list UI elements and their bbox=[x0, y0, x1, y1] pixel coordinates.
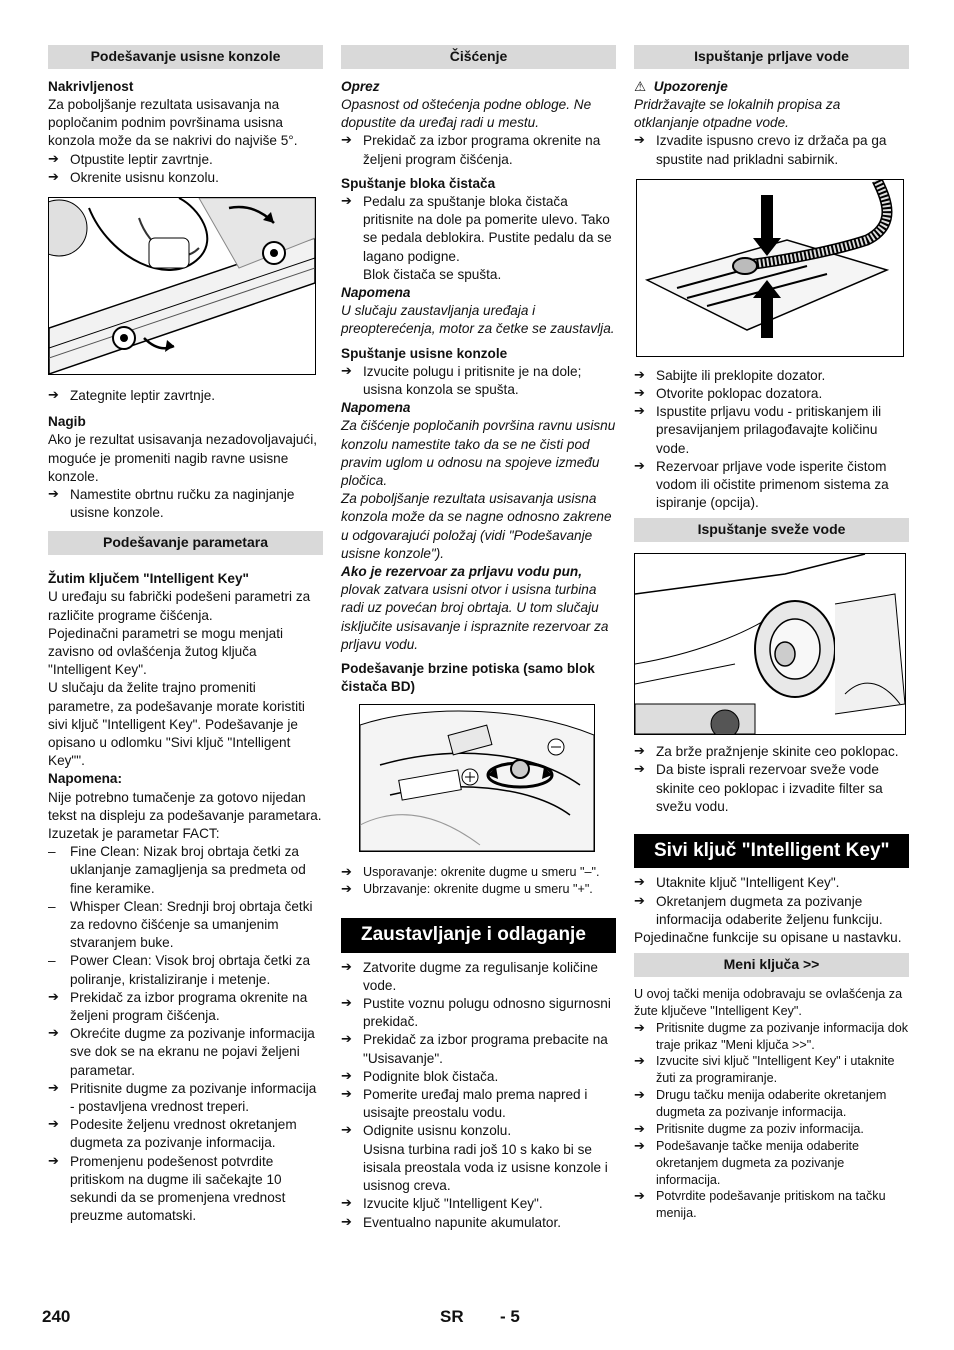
language-code: SR bbox=[440, 1307, 464, 1326]
step-item: ➔ Podešavanje tačke menija odaberite okretanjem dugmeta za pozivanje informacija. bbox=[634, 1138, 909, 1189]
step-item: ➔ Zategnite leptir zavrtnje. bbox=[48, 387, 323, 405]
step-item: ➔ Podignite blok čistača. bbox=[341, 1068, 616, 1086]
subheading-blok: Spuštanje bloka čistača bbox=[341, 175, 496, 191]
paragraph: U slučaju zaustavljanja uređaja i preopterećenja, motor za četke se zaustavlja. bbox=[341, 303, 615, 337]
section-heading-zaustavljanje: Zaustavljanje i odlaganje bbox=[341, 918, 616, 952]
page-number: 240 bbox=[42, 1307, 71, 1326]
column-3 bbox=[634, 45, 909, 1222]
step-item: ➔ Izvadite ispusno crevo iz držača pa ga spustite nad prikladni sabirnik. bbox=[634, 132, 909, 168]
step-item: ➔ Okrećite dugme za pozivanje informacija sve dok se na ekranu ne pojavi željeni parametar. bbox=[48, 1025, 323, 1080]
step-item: ➔ Pustite voznu polugu odnosno sigurnosni prekidač. bbox=[341, 995, 616, 1031]
step-item: ➔ Prekidač za izbor programa okrenite na željeni program čišćenja. bbox=[48, 989, 323, 1025]
step-item: ➔ Podesite željenu vrednost okretanjem dugmeta za pozivanje informacija. bbox=[48, 1116, 323, 1152]
step-item: ➔ Potvrdite podešavanje pritiskom na tačku menija. bbox=[634, 1188, 909, 1222]
figure-fresh-water-cap bbox=[634, 553, 906, 735]
section-heading-ciscenje: Čišćenje bbox=[341, 45, 616, 69]
paragraph: Za čišćenje popločanih površina ravnu usisnu konzolu namestite tako da se ne čisti pod pravim uglom u odnosu na spojeve između pločica. bbox=[341, 418, 616, 489]
step-item: ➔ Usporavanje: okrenite dugme u smeru "–". bbox=[341, 864, 616, 881]
subheading-brzina: Podešavanje brzine potiska (samo blok čistača BD) bbox=[341, 661, 595, 695]
step-item: ➔ Zatvorite dugme za regulisanje količine vode. bbox=[341, 959, 616, 995]
subheading-konzola: Spuštanje usisne konzole bbox=[341, 345, 508, 361]
step-item: ➔ Okrenite usisnu konzolu. bbox=[48, 169, 323, 187]
step-item: ➔ Eventualno napunite akumulator. bbox=[341, 1214, 616, 1232]
warning-icon: ⚠ bbox=[634, 78, 647, 95]
step-item: ➔ Pedalu za spuštanje bloka čistača pritisnite na dole pa pomerite ulevo. Tako se pedala deblokira. Pustite pedalu da se lagano podigne. bbox=[341, 193, 616, 266]
dash-item: – Power Clean: Visok broj obrtaja četki za poliranje, kristaliziranje i metenje. bbox=[48, 952, 323, 988]
paragraph: Za poboljšanje rezultata usisavanja usisna konzola može da se nagne odnosno zakrene u odgovarajući položaj (vidi "Podešavanje usisne konzole"). bbox=[341, 491, 612, 561]
step-item: ➔ Ubrzavanje: okrenite dugme u smeru "+". bbox=[341, 881, 616, 898]
section-heading-sveza-voda: Ispuštanje sveže vode bbox=[634, 518, 909, 542]
step-item: ➔ Drugu tačku menija odaberite okretanjem dugmeta za pozivanje informacija. bbox=[634, 1087, 909, 1121]
step-item: ➔ Da biste isprali rezervoar sveže vode skinite ceo poklopac i izvadite filter sa svežu vodu. bbox=[634, 761, 909, 816]
figure-speed-knob bbox=[359, 704, 595, 852]
subheading-nakrivljenost: Nakrivljenost bbox=[48, 78, 134, 94]
figure-suction-console bbox=[48, 197, 316, 375]
paragraph: Ako je rezultat usisavanja nezadovoljavajući, moguće je promeniti nagib ravne usisne konzole. bbox=[48, 432, 318, 484]
paragraph: Pojedinačni parametri se mogu menjati zavisno od ovlašćenja žutog ključa "Intelligent Key". bbox=[48, 625, 283, 678]
dash-item: – Fine Clean: Nizak broj obrtaja četki za uklanjanje zamagljenja sa predmeta od fine keramike. bbox=[48, 843, 323, 898]
paragraph: U ovoj tački menija odobravaju se ovlašćenja za žute ključeve "Intelligent Key". bbox=[634, 986, 903, 1018]
subheading-zuti-kljuc: Žutim ključem "Intelligent Key" bbox=[48, 571, 249, 587]
section-heading-prljava-voda: Ispuštanje prljave vode bbox=[634, 45, 909, 69]
step-item: ➔ Rezervoar prljave vode isperite čistom vodom ili očistite primenom sistema za ispiranje (opcija). bbox=[634, 458, 909, 513]
section-heading-parametri: Podešavanje parametara bbox=[48, 531, 323, 555]
paragraph-rest: plovak zatvara usisni otvor i usisna turbina radi uz povećan broj obrtaja. U tom slučaju isključite usisavanje i ispraznite rezervoar za prljavu vodu. bbox=[341, 582, 609, 652]
step-item: ➔ Pritisnite dugme za poziv informacija. bbox=[634, 1121, 909, 1138]
step-item: ➔ Otpustite leptir zavrtnje. bbox=[48, 151, 323, 169]
column-2 bbox=[341, 45, 616, 1232]
paragraph bbox=[341, 563, 616, 654]
paragraph-lead: Ako je rezervoar za prljavu vodu pun, bbox=[341, 564, 582, 580]
step-item: ➔ Ispustite prljavu vodu - pritiskanjem ili presavijanjem prilagođavajte količinu vode. bbox=[634, 403, 909, 458]
step-item: ➔ Pritisnite dugme za pozivanje informacija - postavljena vrednost treperi. bbox=[48, 1080, 323, 1116]
step-item: ➔ Okretanjem dugmeta za pozivanje informacija odaberite željenu funkciju. bbox=[634, 893, 909, 929]
step-item: ➔ Pritisnite dugme za pozivanje informacija dok traje prikaz "Meni ključa >>". bbox=[634, 1020, 909, 1054]
step-item: ➔ Sabijte ili preklopite dozator. bbox=[634, 367, 909, 385]
dash-item: – Whisper Clean: Srednji broj obrtaja četki za redovno čišćenje sa umanjenim stvaranjem buke. bbox=[48, 898, 323, 953]
subheading-oprez: Oprez bbox=[341, 78, 380, 94]
section-heading-meni-kljuca: Meni ključa >> bbox=[634, 953, 909, 977]
column-1 bbox=[48, 45, 323, 1225]
paragraph: Nije potrebno tumačenje za gotovo nijedan tekst na displeju za podešavanje parametara. Izuzetak je parametar FACT: bbox=[48, 789, 322, 841]
paragraph: Usisna turbina radi još 10 s kako bi se isisala preostala voda iz usisne konzole i usisnog creva. bbox=[363, 1141, 608, 1194]
paragraph: Pojedinačne funkcije su opisane u nastavku. bbox=[634, 930, 902, 946]
step-item: ➔ Namestite obrtnu ručku za naginjanje usisne konzole. bbox=[48, 486, 323, 522]
step-item: ➔ Prekidač za izbor programa prebacite na "Usisavanje". bbox=[341, 1031, 616, 1067]
step-item: ➔ Izvucite polugu i pritisnite je na dole; usisna konzola se spušta. bbox=[341, 363, 616, 399]
paragraph: Za poboljšanje rezultata usisavanja na popločanim podnim površinama usisna konzola može da se nakrivi do najviše 5°. bbox=[48, 96, 298, 149]
section-heading-sivi-kljuc: Sivi ključ "Intelligent Key" bbox=[634, 834, 909, 868]
section-heading-konzola: Podešavanje usisne konzole bbox=[48, 45, 323, 69]
paragraph: U uređaju su fabrički podešeni parametri za različite programe čišćenja. bbox=[48, 589, 311, 623]
paragraph: Blok čistača se spušta. bbox=[363, 266, 502, 282]
step-item: ➔ Otvorite poklopac dozatora. bbox=[634, 385, 909, 403]
step-item: ➔ Za brže pražnjenje skinite ceo poklopac. bbox=[634, 743, 909, 761]
subheading-nagib: Nagib bbox=[48, 414, 86, 430]
paragraph: Opasnost od oštećenja podne obloge. Ne dopustite da uređaj radi u mestu. bbox=[341, 96, 592, 131]
figure-drain-hose bbox=[636, 179, 904, 357]
subheading-napomena: Napomena: bbox=[48, 771, 123, 787]
section-page: - 5 bbox=[500, 1307, 520, 1326]
subheading-napomena: Napomena bbox=[341, 284, 411, 300]
step-item: ➔ Utaknite ključ "Intelligent Key". bbox=[634, 874, 909, 892]
paragraph: U slučaju da želite trajno promeniti parametre, za podešavanje morate koristiti sivi ključ "Intelligent Key". Podešavanje je opisano u odlomku "Sivi ključ "Intelligent Key"". bbox=[48, 680, 305, 769]
step-item: ➔ Izvucite sivi ključ "Intelligent Key" i utaknite žuti za programiranje. bbox=[634, 1053, 909, 1087]
subheading-napomena: Napomena bbox=[341, 400, 411, 416]
paragraph: Pridržavajte se lokalnih propisa za otklanjanje otpadne vode. bbox=[634, 96, 841, 131]
subheading-upozorenje: Upozorenje bbox=[653, 78, 728, 94]
step-item: ➔ Promenjenu podešenost potvrdite pritiskom na dugme ili sačekajte 10 sekundi da se promenjena vrednost preuzme automatski. bbox=[48, 1153, 323, 1226]
step-item: ➔ Prekidač za izbor programa okrenite na željeni program čišćenja. bbox=[341, 132, 616, 168]
step-item: ➔ Izvucite ključ "Intelligent Key". bbox=[341, 1195, 616, 1213]
step-item: ➔ Pomerite uređaj malo prema napred i usisajte preostalu vodu. bbox=[341, 1086, 616, 1122]
step-item: ➔ Odignite usisnu konzolu. bbox=[341, 1122, 616, 1140]
